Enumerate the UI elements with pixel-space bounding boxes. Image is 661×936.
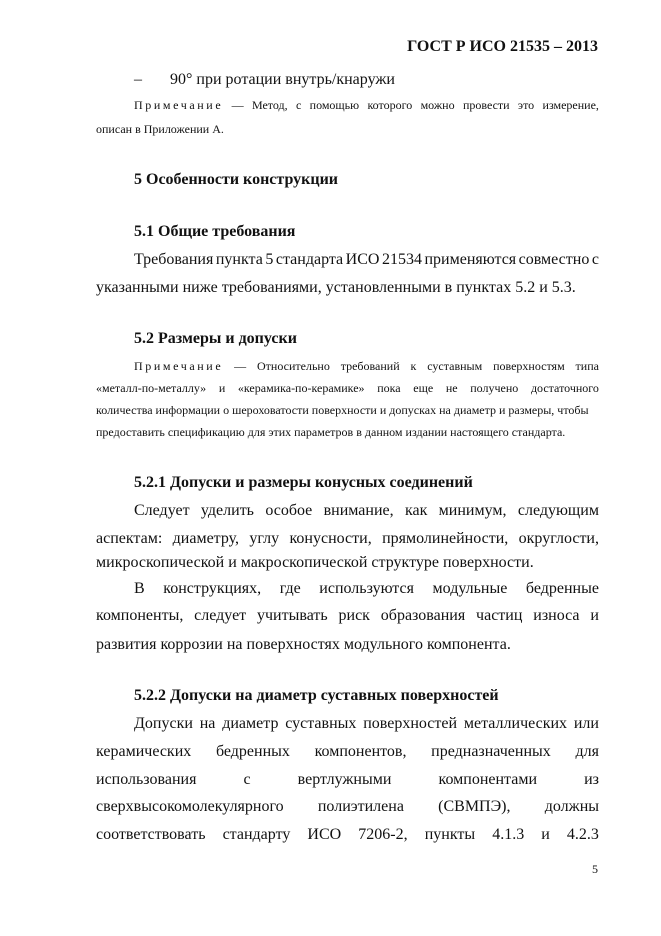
note-word: Относительно <box>257 359 330 373</box>
word: где <box>279 580 301 597</box>
word: и <box>541 826 550 843</box>
note-label: Примечание <box>134 98 224 112</box>
note-word: к <box>410 359 417 373</box>
word: компонентами <box>438 771 538 788</box>
paragraph-line: развития коррозии на поверхностях модульного компонента. <box>96 636 511 653</box>
section-heading: 5.2.2 Допуски на диаметр суставных поверхностей <box>134 687 499 704</box>
note-word: провести <box>462 98 510 112</box>
word: используются <box>319 580 414 597</box>
word: (СВМПЭ), <box>438 798 511 815</box>
word: керамических <box>96 743 192 760</box>
section-heading: 5.2 Размеры и допуски <box>134 330 297 347</box>
note-word: помощью <box>309 98 360 112</box>
word: углу <box>249 530 280 547</box>
word: образования <box>380 607 466 624</box>
note-word: не <box>445 381 458 395</box>
word: 21534 <box>381 251 422 268</box>
note-word: это <box>517 98 535 112</box>
note-word: измерение, <box>542 98 599 112</box>
note-word: можно <box>420 98 455 112</box>
word: применяются <box>424 251 517 268</box>
word: с <box>591 251 599 268</box>
note-dash: — <box>231 98 244 112</box>
word: конструкциях, <box>163 580 262 597</box>
paragraph-line <box>134 580 599 598</box>
word: вертлужными <box>297 771 392 788</box>
note-word: пока <box>377 381 401 395</box>
word: с <box>243 771 251 788</box>
word: сверхвысокомолекулярного <box>96 798 284 815</box>
document-header: ГОСТ Р ИСО 21535 – 2013 <box>407 38 598 55</box>
word: использования <box>96 771 197 788</box>
word: риск <box>338 607 370 624</box>
word: суставных <box>285 715 357 732</box>
word: компоненты, <box>96 607 184 624</box>
word: Допуски <box>134 715 193 732</box>
word: пункты <box>424 826 476 843</box>
word: В <box>134 580 145 597</box>
paragraph-line <box>96 607 599 625</box>
word: учитывать <box>257 607 328 624</box>
note-word: требований <box>340 359 400 373</box>
word: Следует <box>134 502 190 519</box>
section-heading: 5.2.1 Допуски и размеры конусных соединений <box>134 474 473 491</box>
word: пункта <box>215 251 263 268</box>
word: ИСО <box>345 251 380 268</box>
note-word: получено <box>470 381 519 395</box>
word: стандарта <box>275 251 344 268</box>
note-line <box>96 381 599 396</box>
word: из <box>584 771 599 788</box>
note-word: суставным <box>427 359 483 373</box>
word: внимание, <box>323 502 394 519</box>
word: 7206-2, <box>358 826 408 843</box>
note-word: Метод, <box>251 98 288 112</box>
word: должны <box>544 798 599 815</box>
word: особое <box>265 502 313 519</box>
paragraph-line <box>96 798 599 816</box>
list-item-text: 90° при ротации внутрь/кнаружи <box>170 71 395 88</box>
paragraph-line <box>134 715 599 733</box>
word: следующим <box>517 502 599 519</box>
word: минимум, <box>438 502 507 519</box>
word: и <box>590 607 599 624</box>
word: ИСО <box>307 826 342 843</box>
word: частиц <box>476 607 523 624</box>
note-line <box>134 98 599 113</box>
note-word: с <box>295 98 302 112</box>
note-dash: — <box>234 359 247 373</box>
paragraph-line: указанными ниже требованиями, установленными в пунктах 5.2 и 5.3. <box>96 279 576 296</box>
word: металлических <box>463 715 568 732</box>
word: конусности, <box>289 530 372 547</box>
note-line <box>134 359 599 374</box>
note-word: поверхностям <box>493 359 565 373</box>
paragraph-line <box>134 251 599 269</box>
word: как <box>404 502 428 519</box>
word: стандарту <box>222 826 291 843</box>
list-item-dash: – <box>134 71 142 88</box>
word: или <box>573 715 599 732</box>
word: диаметру, <box>172 530 240 547</box>
paragraph-line <box>96 826 599 844</box>
note-label: Примечание <box>134 359 224 373</box>
paragraph-line: микроскопической и макроскопической структуре поверхности. <box>96 554 534 571</box>
word: модульные <box>432 580 508 597</box>
paragraph-line <box>96 530 599 548</box>
word: аспектам: <box>96 530 163 547</box>
paragraph-line <box>96 743 599 761</box>
word: 5 <box>265 251 274 268</box>
note-word: «керамика-по-керамике» <box>237 381 365 395</box>
word: округлости, <box>518 530 599 547</box>
word: совместно <box>518 251 590 268</box>
word: Требования <box>134 251 214 268</box>
section-heading: 5.1 Общие требования <box>134 223 296 240</box>
word: 4.2.3 <box>566 826 599 843</box>
word: бедренные <box>525 580 599 597</box>
note-word: еще <box>413 381 434 395</box>
word: поверхностей <box>363 715 458 732</box>
note-word: которого <box>367 98 413 112</box>
note-word: и <box>218 381 226 395</box>
word: износа <box>533 607 580 624</box>
note-line: количества информации о шероховатости поверхности и допусках на диаметр и размеры, чтобы <box>96 403 589 417</box>
section-heading: 5 Особенности конструкции <box>134 171 338 188</box>
word: компонентов, <box>314 743 407 760</box>
word: полиэтилена <box>317 798 404 815</box>
note-line: предоставить спецификацию для этих параметров в данном издании настоящего стандарта. <box>96 425 566 439</box>
note-word: типа <box>575 359 599 373</box>
word: следует <box>194 607 247 624</box>
word: предназначенных <box>431 743 551 760</box>
page-number: 5 <box>592 862 598 876</box>
paragraph-line <box>96 771 599 789</box>
word: диаметр <box>222 715 279 732</box>
word: соответствовать <box>96 826 206 843</box>
paragraph-line <box>134 502 599 520</box>
word: для <box>575 743 599 760</box>
note-line: описан в Приложении А. <box>96 122 224 136</box>
note-word: достаточного <box>530 381 599 395</box>
word: 4.1.3 <box>492 826 525 843</box>
word: бедренных <box>215 743 290 760</box>
word: прямолинейности, <box>382 530 509 547</box>
word: на <box>199 715 216 732</box>
word: уделить <box>200 502 254 519</box>
note-word: «металл-по-металлу» <box>96 381 207 395</box>
